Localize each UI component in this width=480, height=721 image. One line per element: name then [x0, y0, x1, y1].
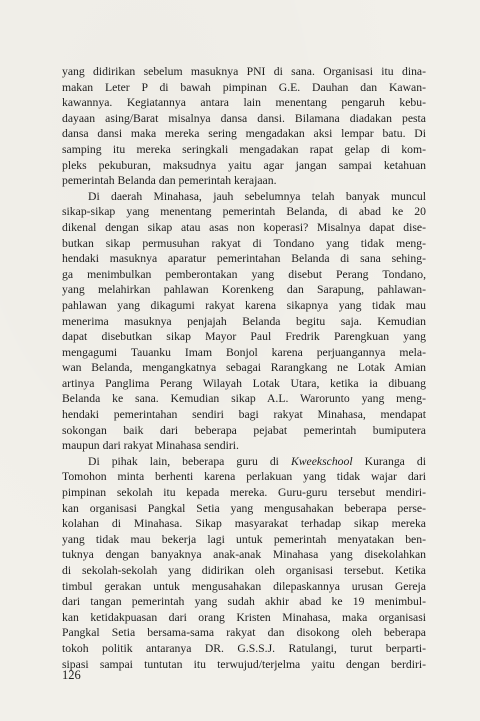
- text-line: kan ketidakpuasan dari orang Kristen Minahasa, maka organisasi: [62, 610, 426, 624]
- text-line: pemerintah Belanda dan pemerintah kerajaan.: [62, 174, 277, 188]
- text-line: maupun dari rakyat Minahasa sendiri.: [62, 439, 239, 453]
- text-line: kan organisasi Pangkal Setia yang mengusahakan beberapa perse-: [62, 501, 426, 515]
- text-line: yang didirikan sebelum masuknya PNI di sana. Organisasi itu dina-: [62, 65, 426, 78]
- text-line: wan Belanda, mengangkatnya sebagai Rarangkang ne Lotak Amian: [62, 361, 426, 375]
- page-number: 126: [62, 668, 81, 682]
- text-line: tokoh politik antaranya DR. G.S.S.J. Ratulangi, turut berparti-: [62, 641, 426, 655]
- paragraph-3: [62, 454, 426, 672]
- text-line: di sekolah-sekolah yang didirikan oleh organisasi tersebut. Ketika: [62, 564, 426, 577]
- text-line: sipasi sampai tuntutan itu terwujud/terjelma yaitu dengan berdiri-: [62, 657, 426, 671]
- text-line: hendaki masuknya aparatur pemerintahan Belanda di sana sehing-: [62, 252, 426, 266]
- text-line: yang tidak mau bekerja lagi untuk pemerintah menyatakan ben-: [62, 532, 426, 546]
- text-line: dayaan asing/Barat misalnya dansa dansi. Bilamana diadakan pesta: [62, 111, 426, 125]
- text-fragment: Di pihak lain, beberapa guru di: [88, 454, 291, 468]
- text-line: Belanda ke sana. Kemudian sikap A.L. Warorunto yang meng-: [62, 392, 426, 406]
- text-line: ga menimbulkan pemberontakan yang disebut Perang Tondano,: [62, 267, 426, 281]
- text-line: butkan sikap permusuhan rakyat di Tondano yang tidak meng-: [62, 236, 426, 250]
- text-line: dansa dansi maka mereka sering mengadakan aksi lempar batu. Di: [62, 127, 426, 141]
- body-text: [62, 64, 426, 672]
- text-line: dikenal dengan sikap atau asas non koperasi? Misalnya dapat dise-: [62, 220, 426, 234]
- text-line: tuknya dengan banyaknya anak-anak Minahasa yang disekolahkan: [62, 548, 426, 562]
- text-line: kolahan di Minahasa. Sikap masyarakat terhadap sikap mereka: [62, 517, 426, 531]
- text-line: samping itu mereka seringkali mengadakan rapat gelap di kom-: [62, 142, 426, 156]
- text-line: Pangkal Setia bersama-sama rakyat dan disokong oleh beberapa: [62, 626, 426, 640]
- text-line: Tomohon minta berhenti karena perlakuan yang tidak wajar dari: [62, 470, 426, 484]
- paragraph-2: [62, 189, 426, 454]
- text-line: sikap-sikap yang menentang pemerintah Belanda, di abad ke 20: [62, 205, 426, 219]
- text-line: dapat disebutkan sikap Mayor Paul Fredrik Parengkuan yang: [62, 330, 426, 344]
- text-line: sokongan baik dari beberapa pejabat pemerintah bumiputera: [62, 423, 426, 437]
- paragraph-1: [62, 64, 426, 189]
- italic-term: Kweekschool: [290, 454, 353, 468]
- text-fragment: Kuranga di: [352, 454, 426, 468]
- text-line: mengagumi Tauanku Imam Bonjol karena perjuangannya mela-: [62, 345, 426, 359]
- text-line: menerima masuknya penjajah Belanda begitu saja. Kemudian: [62, 314, 426, 328]
- text-line: yang melahirkan pahlawan Korenkeng dan Sarapung, pahlawan-: [62, 283, 426, 297]
- text-line: pahlawan yang dikagumi rakyat karena sikapnya yang tidak mau: [62, 298, 426, 312]
- text-line: makan Leter P di bawah pimpinan G.E. Dauhan dan Kawan-: [62, 80, 426, 94]
- text-line: Di daerah Minahasa, jauh sebelumnya telah banyak muncul: [88, 189, 426, 203]
- text-line: pleks pekuburan, maksudnya yaitu agar jangan sampai ketahuan: [62, 158, 426, 172]
- text-line: [62, 454, 426, 470]
- text-line: timbul gerakan untuk mengusahakan dilepaskannya urusan Gereja: [62, 579, 426, 593]
- text-line: dari tangan pemerintah yang sudah akhir abad ke 19 menimbul-: [62, 595, 426, 609]
- text-line: artinya Panglima Perang Wilayah Lotak Utara, ketika ia dibuang: [62, 376, 426, 390]
- text-line: pimpinan sekolah itu kepada mereka. Guru-guru tersebut mendiri-: [62, 486, 426, 500]
- text-line: hendaki pemerintahan sendiri bagi rakyat Minahasa, mendapat: [62, 408, 426, 422]
- text-line: kawannya. Kegiatannya antara lain menentang pengaruh kebu-: [62, 96, 426, 110]
